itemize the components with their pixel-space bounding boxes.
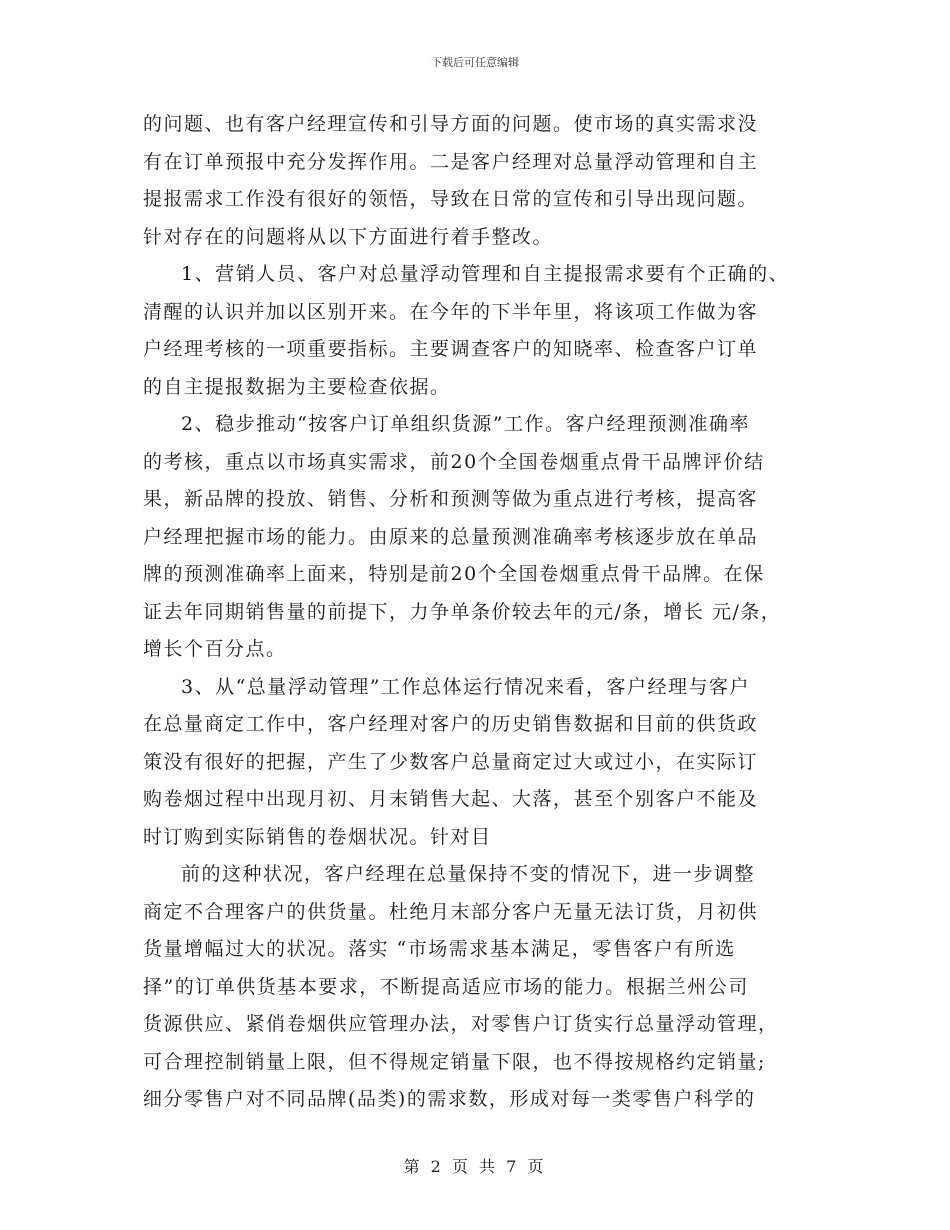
- text-line: 增长个百分点。: [143, 638, 287, 660]
- text-line: 可合理控制销量上限，但不得规定销量下限，也不得按规格约定销量;: [143, 1050, 766, 1073]
- text-line: 2、稳步推动“按客户订单组织货源”工作。客户经理预测准确率: [181, 413, 751, 435]
- page-header: 下载后可任意编辑: [431, 56, 519, 69]
- text-line: 户经理考核的一项重要指标。主要调查客户的知晓率、检查客户订单: [143, 338, 759, 360]
- text-line: 证去年同期销售量的前提下，力争单条价较去年的元/条，增长 元/条，: [143, 600, 782, 623]
- text-line: 的问题、也有客户经理宣传和引导方面的问题。使市场的真实需求没: [143, 113, 759, 135]
- text-line: 前的这种状况，客户经理在总量保持不变的情况下，进一步调整: [181, 863, 756, 885]
- text-line: 的考核，重点以市场真实需求，前20个全国卷烟重点骨干品牌评价结: [143, 450, 765, 473]
- text-line: 有在订单预报中充分发挥作用。二是客户经理对总量浮动管理和自主: [143, 150, 759, 173]
- text-line: 的自主提报数据为主要检查依据。: [143, 375, 451, 398]
- text-line: 3、从“总量浮动管理”工作总体运行情况来看，客户经理与客户: [181, 675, 751, 698]
- text-line: 清醒的认识并加以区别开来。在今年的下半年里，将该项工作做为客: [143, 300, 759, 323]
- text-line: 货量增幅过大的状况。落实 “市场需求基本满足，零售客户有所选: [143, 938, 736, 960]
- text-line: 策没有很好的把握，产生了少数客户总量商定过大或过小，在实际订: [143, 750, 759, 773]
- text-line: 牌的预测准确率上面来，特别是前20个全国卷烟重点骨干品牌。在保: [143, 563, 765, 585]
- text-line: 1、营销人员、客户对总量浮动管理和自主提报需求要有个正确的、: [181, 263, 790, 285]
- text-line: 商定不合理客户的供货量。杜绝月末部分客户无量无法订货，月初供: [143, 900, 759, 923]
- text-line: 提报需求工作没有很好的领悟，导致在日常的宣传和引导出现问题。: [143, 188, 759, 210]
- text-line: 户经理把握市场的能力。由原来的总量预测准确率考核逐步放在单品: [143, 525, 759, 548]
- text-line: 时订购到实际销售的卷烟状况。针对目: [143, 825, 492, 848]
- text-line: 果，新品牌的投放、销售、分析和预测等做为重点进行考核，提高客: [143, 488, 759, 510]
- text-line: 购卷烟过程中出现月初、月末销售大起、大落，甚至个别客户不能及: [143, 788, 759, 810]
- page-footer: 第 2 页 共 7 页: [403, 1157, 547, 1176]
- text-line: 针对存在的问题将从以下方面进行着手整改。: [143, 225, 554, 248]
- text-line: 在总量商定工作中，客户经理对客户的历史销售数据和目前的供货政: [143, 713, 759, 735]
- text-line: 择”的订单供货基本要求，不断提高适应市场的能力。根据兰州公司: [143, 975, 749, 998]
- text-line: 货源供应、紧俏卷烟供应管理办法，对零售户订货实行总量浮动管理，: [143, 1013, 779, 1035]
- document-body: [143, 106, 811, 1119]
- text-line: 细分零售户对不同品牌(品类)的需求数，形成对每一类零售户科学的: [143, 1088, 756, 1110]
